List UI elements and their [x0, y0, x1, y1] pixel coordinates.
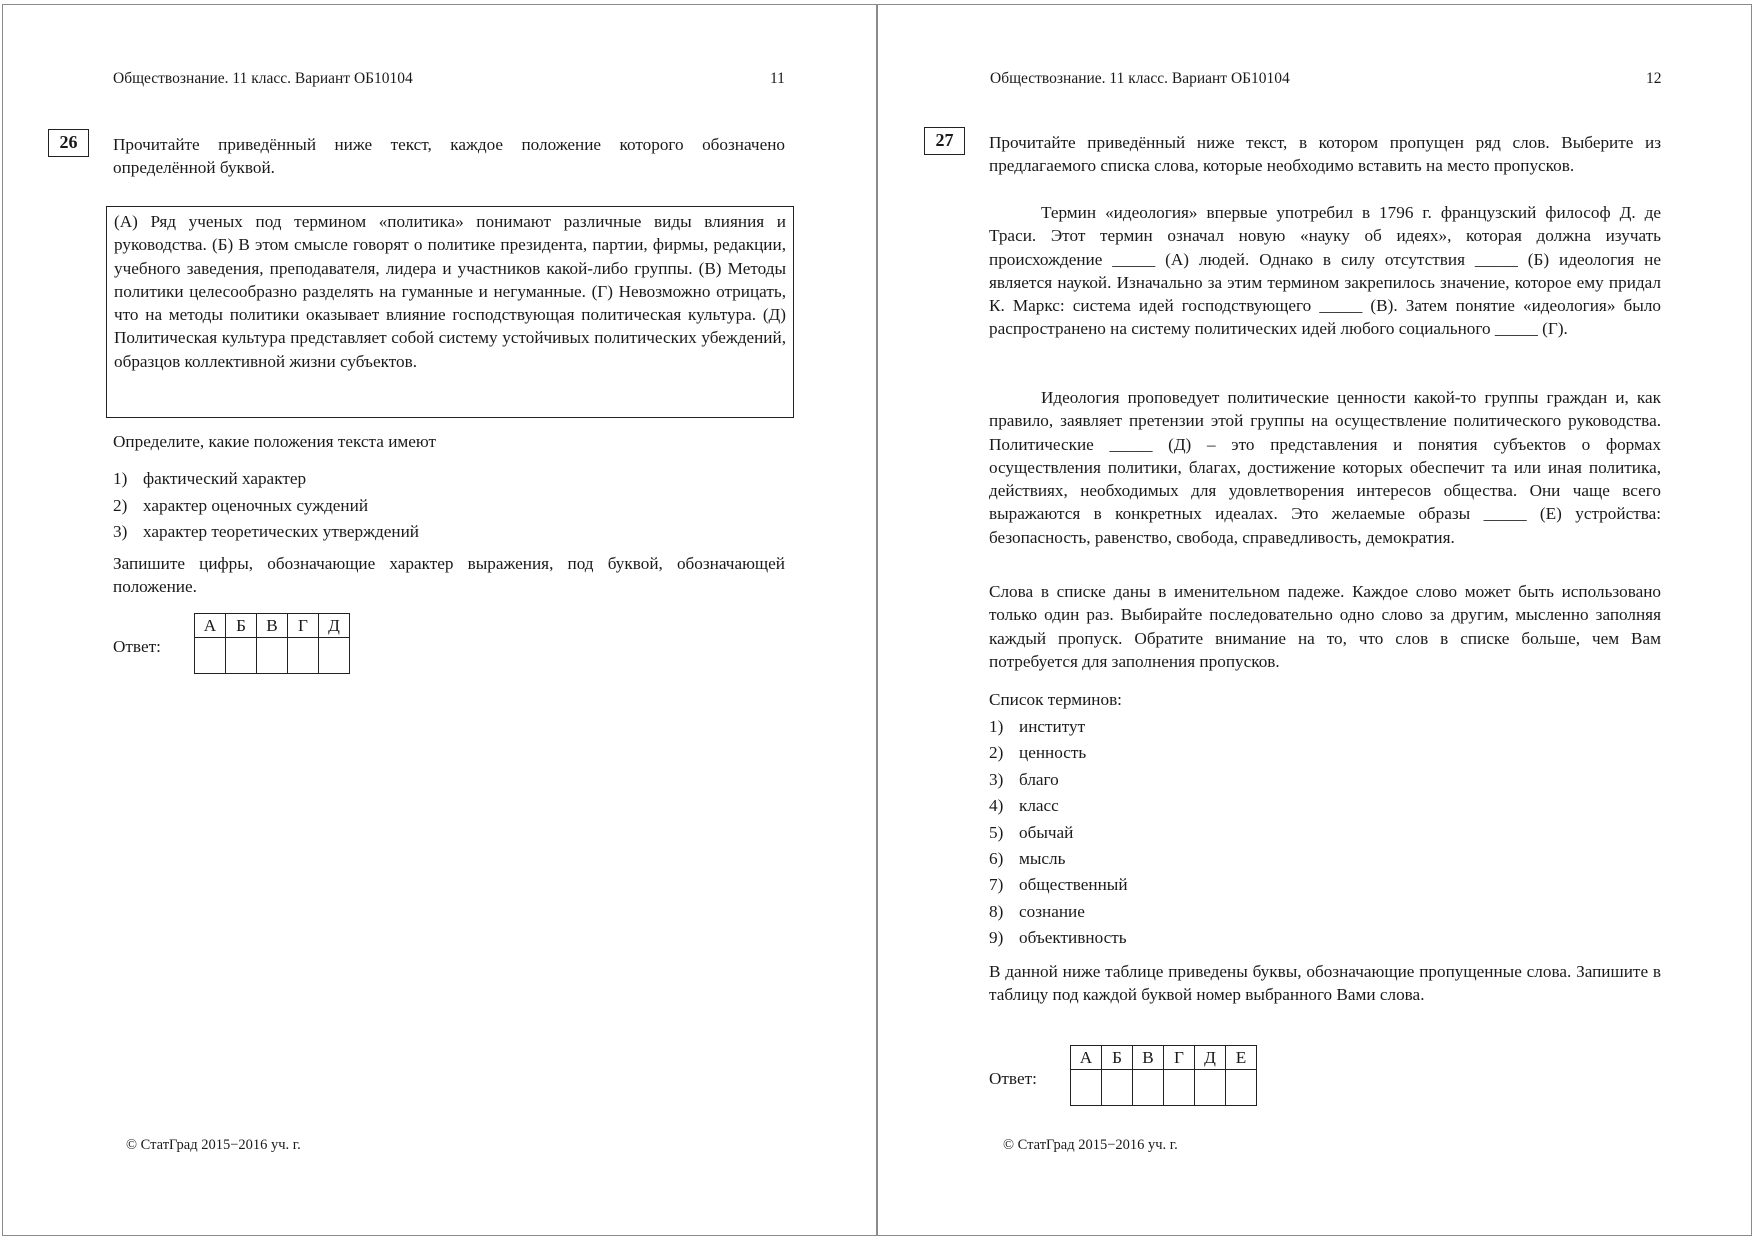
- answer-cell[interactable]: [226, 638, 257, 674]
- footer-copyright: © СтатГрад 2015−2016 уч. г.: [126, 1137, 301, 1153]
- page-header-title: Обществознание. 11 класс. Вариант ОБ10104: [113, 70, 413, 87]
- answer-letter: Д: [1195, 1046, 1226, 1070]
- answer-letter: Б: [226, 614, 257, 638]
- answer-cell[interactable]: [288, 638, 319, 674]
- words-instruction: Слова в списке даны в именительном падеже. Каждое слово может быть использовано только один раз. Выбирайте последовательно одно слово за другим, мысленно заполняя каждый пропуск. Обратите внимание на то, что слов в списке больше, чем Вам потребуется для заполнения пропусков.: [989, 582, 1661, 671]
- options-list: [113, 466, 713, 546]
- answer-letter: Б: [1102, 1046, 1133, 1070]
- terms-title: Список терминов:: [989, 690, 1122, 709]
- answer-cell[interactable]: [195, 638, 226, 674]
- table-instruction: В данной ниже таблице приведены буквы, обозначающие пропущенные слова. Запишите в таблицу под каждой буквой номер выбранного Вами слова.: [989, 962, 1661, 1005]
- answer-cell[interactable]: [1102, 1070, 1133, 1106]
- question-number-26: 26: [48, 129, 89, 157]
- answer-cell[interactable]: [1133, 1070, 1164, 1106]
- question-instruction: Прочитайте приведённый ниже текст, каждое положение которого обозначено определённой буквой.: [113, 135, 785, 178]
- answer-letter: В: [1133, 1046, 1164, 1070]
- page-number: 12: [1646, 70, 1662, 87]
- answer-letter: Г: [288, 614, 319, 638]
- page-header-title: Обществознание. 11 класс. Вариант ОБ10104: [990, 70, 1290, 87]
- answer-cell[interactable]: [1226, 1070, 1257, 1106]
- question-instruction: Прочитайте приведённый ниже текст, в котором пропущен ряд слов. Выберите из предлагаемого списка слова, которые необходимо вставить на место пропусков.: [989, 133, 1661, 176]
- list-item: 2) ценность: [989, 743, 1087, 763]
- list-item: 5) обычай: [989, 822, 1074, 842]
- answer-cell[interactable]: [1071, 1070, 1102, 1106]
- list-item: 3) характер теоретических утверждений: [113, 522, 419, 541]
- list-item: 9) объективность: [989, 928, 1127, 948]
- text-paragraph-2: Идеология проповедует политические ценности какой-то группы граждан и, как правило, заявляет претензии этой группы на осуществление политического руководства. Политические _____ (Д) – это представления и понятия субъектов о формах осуществления политики, благах, достижение которых обеспечит та или иная политика, действиях, необходимых для удовлетворения интересов общества. Они чаще всего выражаются в конкретных идеалах. Это желаемые образы _____ (Е) устройства: безопасность, равенство, свобода, справедливость, демократия.: [989, 388, 1661, 547]
- left-page: [0, 0, 876, 1239]
- list-item: 3) благо: [989, 769, 1059, 789]
- answer-cell[interactable]: [319, 638, 350, 674]
- list-item: 4) класс: [989, 796, 1059, 816]
- list-item: 6) мысль: [989, 849, 1066, 869]
- terms-list: [989, 714, 1589, 952]
- answer-table: [194, 613, 350, 674]
- answer-label: Ответ:: [113, 637, 161, 656]
- list-item: 7) общественный: [989, 875, 1128, 895]
- answer-letter: А: [195, 614, 226, 638]
- answer-cell[interactable]: [1164, 1070, 1195, 1106]
- answer-label: Ответ:: [989, 1069, 1037, 1088]
- answer-cell[interactable]: [257, 638, 288, 674]
- right-page: [878, 0, 1754, 1239]
- list-item: 1) институт: [989, 717, 1086, 736]
- source-text: (А) Ряд ученых под термином «политика» понимают различные виды влияния и руководства. (Б) В этом смысле говорят о политике президента, партии, фирмы, редакции, учебного заведения, преподавателя, лидера и участников какой-либо группы. (В) Методы политики целесообразно разделять на гуманные и негуманные. (Г) Невозможно отрицать, что на методы политики оказывает влияние господствующая политическая культура. (Д) Политическая культура представляет собой систему устойчивых политических убеждений, образцов коллективной жизни субъектов.: [114, 212, 786, 371]
- answer-table: [1070, 1045, 1257, 1106]
- answer-letter: Г: [1164, 1046, 1195, 1070]
- question-prompt: Определите, какие положения текста имеют: [113, 432, 437, 451]
- list-item: 1) фактический характер: [113, 469, 307, 488]
- list-item: 2) характер оценочных суждений: [113, 495, 369, 515]
- text-paragraph-1: Термин «идеология» впервые употребил в 1796 г. французский философ Д. де Траси. Этот термин означал новую «науку об идеях», которая должна изучать происхождение _____ (А) людей. Однако в силу отсутствия _____ (Б) идеология не является наукой. Изначально за этим термином закрепилось значение, которое ему придал К. Маркс: система идей господствующего _____ (В). Затем понятие «идеология» было распространено на систему политических идей любого социального _____ (Г).: [989, 203, 1661, 339]
- question-number-27: 27: [924, 127, 965, 155]
- write-instruction: Запишите цифры, обозначающие характер выражения, под буквой, обозначающей положение.: [113, 554, 785, 597]
- answer-letter: В: [257, 614, 288, 638]
- answer-cell[interactable]: [1195, 1070, 1226, 1106]
- page-number: 11: [770, 70, 785, 87]
- list-item: 8) сознание: [989, 901, 1085, 921]
- answer-letter: Е: [1226, 1046, 1257, 1070]
- answer-letter: А: [1071, 1046, 1102, 1070]
- footer-copyright: © СтатГрад 2015−2016 уч. г.: [1003, 1137, 1178, 1153]
- source-text-box: [106, 206, 794, 418]
- answer-letter: Д: [319, 614, 350, 638]
